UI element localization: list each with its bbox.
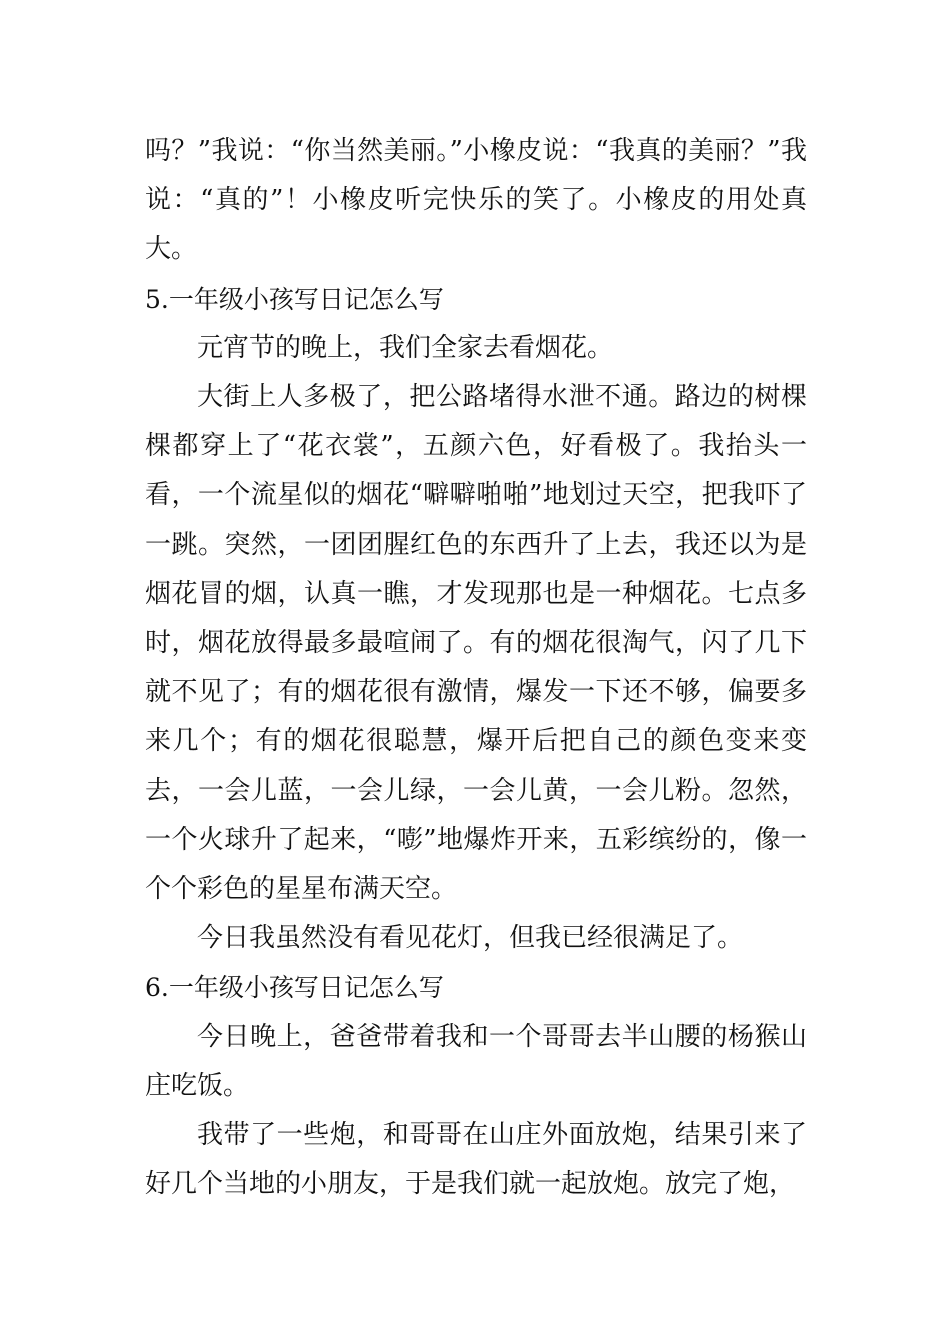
paragraph: 我带了一些炮，和哥哥在山庄外面放炮，结果引来了好几个当地的小朋友，于是我们就一起放炮。放完了炮， xyxy=(145,1120,807,1200)
paragraph-continuation: 吗？”我说：“你当然美丽。”小橡皮说：“我真的美丽？”我说：“真的”！小橡皮听完快乐的笑了。小橡皮的用处真大。 xyxy=(145,136,807,265)
paragraph: 大街上人多极了，把公路堵得水泄不通。路边的树棵棵都穿上了“花衣裳”，五颜六色，好看极了。我抬头一看，一个流星似的烟花“噼噼啪啪”地划过天空，把我吓了一跳。突然，一团团腥红色的东西升了上去，我还以为是烟花冒的烟，认真一瞧，才发现那也是一种烟花。七点多时，烟花放得最多最喧闹了。有的烟花很淘气，闪了几下就不见了；有的烟花很有激情，爆发一下还不够，偏要多来几个；有的烟花很聪慧，爆开后把自己的颜色变来变去，一会儿蓝，一会儿绿，一会儿黄，一会儿粉。忽然，一个火球升了起来，“嘭”地爆炸开来，五彩缤纷的，像一个个彩色的星星布满天空。 xyxy=(145,382,807,905)
document-body xyxy=(145,127,807,1209)
section-heading-5: 5.一年级小孩写日记怎么写 xyxy=(145,284,444,314)
paragraph: 今日我虽然没有看见花灯，但我已经很满足了。 xyxy=(197,923,744,954)
paragraph: 元宵节的晚上，我们全家去看烟花。 xyxy=(197,332,614,363)
paragraph: 今日晚上，爸爸带着我和一个哥哥去半山腰的杨猴山庄吃饭。 xyxy=(145,1021,807,1101)
section-heading-6: 6.一年级小孩写日记怎么写 xyxy=(145,973,444,1003)
